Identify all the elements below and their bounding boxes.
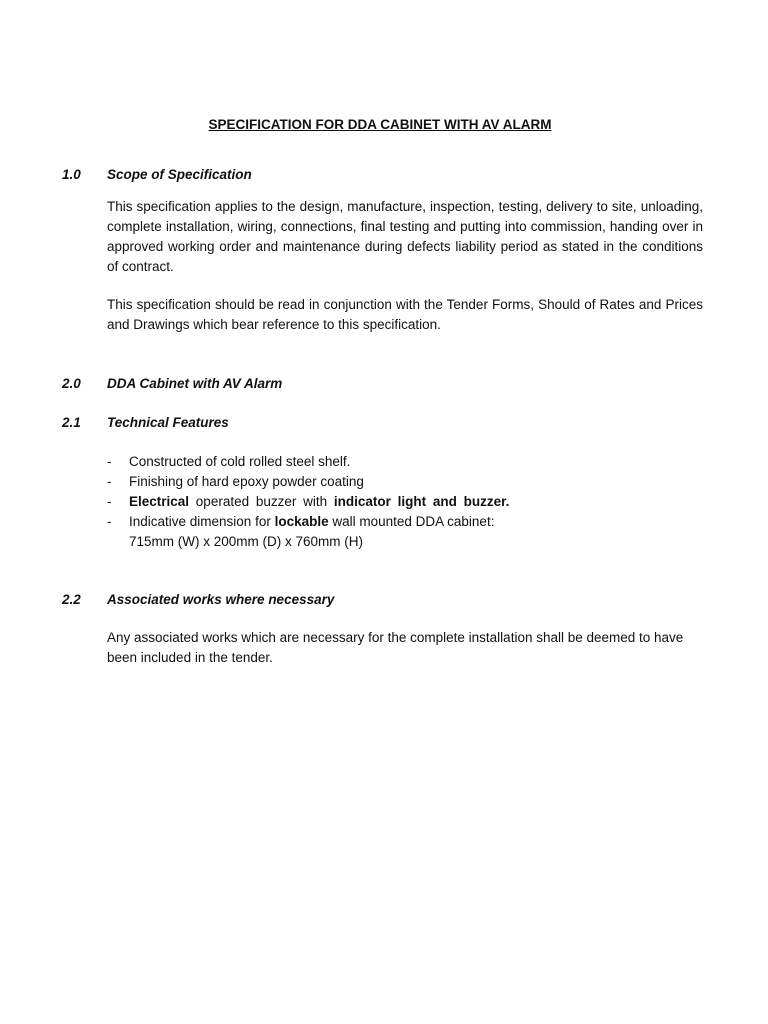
bold-text: Electrical	[129, 494, 190, 509]
section-number: 2.0	[62, 376, 81, 391]
section-title: DDA Cabinet with AV Alarm	[107, 376, 283, 391]
scope-paragraph-2: This specification should be read in conjunction with the Tender Forms, Should of Rates and Prices and Drawings which bear reference to this specification.	[107, 297, 703, 332]
section-heading-2-1	[62, 415, 229, 430]
section-number: 2.2	[62, 592, 81, 607]
list-item	[107, 452, 703, 472]
bullet-dash: -	[107, 494, 112, 509]
bullet-dash: -	[107, 474, 112, 489]
list-item-text: Indicative dimension for	[129, 514, 275, 529]
section-heading-1-0	[62, 167, 252, 182]
section-heading-2-2	[62, 592, 334, 607]
list-item-text: Constructed of cold rolled steel shelf.	[129, 454, 351, 469]
bold-text: lockable	[274, 514, 329, 529]
section-title: Associated works where necessary	[107, 592, 335, 607]
list-item	[107, 512, 703, 552]
list-item	[107, 472, 703, 492]
section-number: 1.0	[62, 167, 81, 182]
list-item-text: 715mm (W) x 200mm (D) x 760mm (H)	[129, 534, 364, 549]
section-title: Technical Features	[107, 415, 229, 430]
bullet-dash: -	[107, 454, 112, 469]
section-number: 2.1	[62, 415, 81, 430]
list-item	[107, 492, 703, 512]
technical-features-list	[107, 452, 703, 552]
section-heading-2-0	[62, 376, 282, 391]
scope-paragraph-1: This specification applies to the design, manufacture, inspection, testing, delivery to site, unloading, complete installation, wiring, connections, final testing and putting into commission, handing over in approved working order and maintenance during defects liability period as stated in the conditions of contract.	[107, 199, 703, 274]
bullet-dash: -	[107, 514, 112, 529]
associated-works-paragraph: Any associated works which are necessary for the complete installation shall be deemed to have been included in the tender.	[107, 630, 684, 665]
list-item-text: operated buzzer with	[189, 494, 334, 509]
list-item-text: wall mounted DDA cabinet:	[328, 514, 495, 529]
list-item-text: Finishing of hard epoxy powder coating	[129, 474, 364, 489]
section-title: Scope of Specification	[107, 167, 252, 182]
document-title: SPECIFICATION FOR DDA CABINET WITH AV ALARM	[208, 117, 552, 132]
bold-text: indicator light and buzzer.	[333, 494, 510, 509]
